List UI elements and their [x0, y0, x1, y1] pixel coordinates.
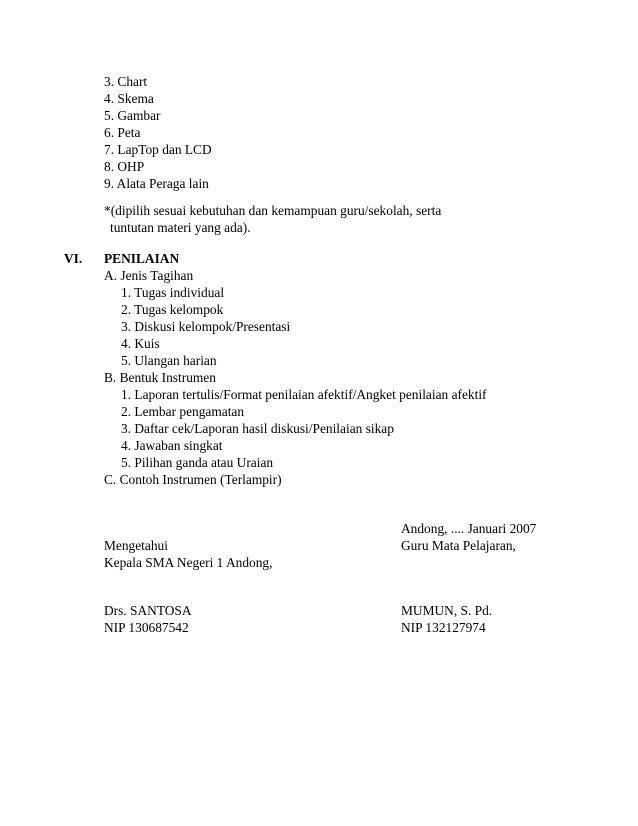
media-list-item: 4. Skema: [104, 91, 154, 106]
right-signatory-name: MUMUN, S. Pd.: [401, 603, 493, 618]
media-list-item: 3. Chart: [104, 74, 148, 89]
subsection-a-item: 2. Tugas kelompok: [121, 302, 224, 317]
media-note-line1: *(dipilih sesuai kebutuhan dan kemampuan guru/sekolah, serta: [104, 203, 442, 218]
section-number: VI.: [64, 251, 83, 266]
left-signatory-name: Drs. SANTOSA: [104, 603, 192, 618]
left-role-line2: Kepala SMA Negeri 1 Andong,: [104, 555, 273, 570]
right-role: Guru Mata Pelajaran,: [401, 538, 516, 553]
media-list-item: 5. Gambar: [104, 108, 161, 123]
subsection-a-item: 5. Ulangan harian: [121, 353, 217, 368]
subsection-b-item: 2. Lembar pengamatan: [121, 404, 245, 419]
media-list-item: 6. Peta: [104, 125, 141, 140]
subsection-b-item: 3. Daftar cek/Laporan hasil diskusi/Penilaian sikap: [121, 421, 394, 436]
media-note-line2: tuntutan materi yang ada).: [110, 220, 251, 235]
subsection-a-item: 3. Diskusi kelompok/Presentasi: [121, 319, 291, 334]
section-title: PENILAIAN: [104, 251, 180, 266]
media-list-item: 9. Alata Peraga lain: [104, 176, 209, 191]
subsection-b-item: 4. Jawaban singkat: [121, 438, 223, 453]
left-signatory-nip: NIP 130687542: [104, 620, 189, 635]
media-list-item: 8. OHP: [104, 159, 145, 174]
subsection-a-item: 4. Kuis: [121, 336, 160, 351]
subsection-b-item: 1. Laporan tertulis/Format penilaian afektif/Angket penilaian afektif: [121, 387, 487, 402]
left-role-line1: Mengetahui: [104, 538, 168, 553]
subsection-a-item: 1. Tugas individual: [121, 285, 225, 300]
place-date: Andong, .... Januari 2007: [401, 521, 537, 536]
subsection-b-heading: B. Bentuk Instrumen: [104, 370, 216, 385]
subsection-c-heading: C. Contoh Instrumen (Terlampir): [104, 472, 282, 487]
media-list-item: 7. LapTop dan LCD: [104, 142, 212, 157]
right-signatory-nip: NIP 132127974: [401, 620, 486, 635]
subsection-b-item: 5. Pilihan ganda atau Uraian: [121, 455, 274, 470]
subsection-a-heading: A. Jenis Tagihan: [104, 268, 194, 283]
